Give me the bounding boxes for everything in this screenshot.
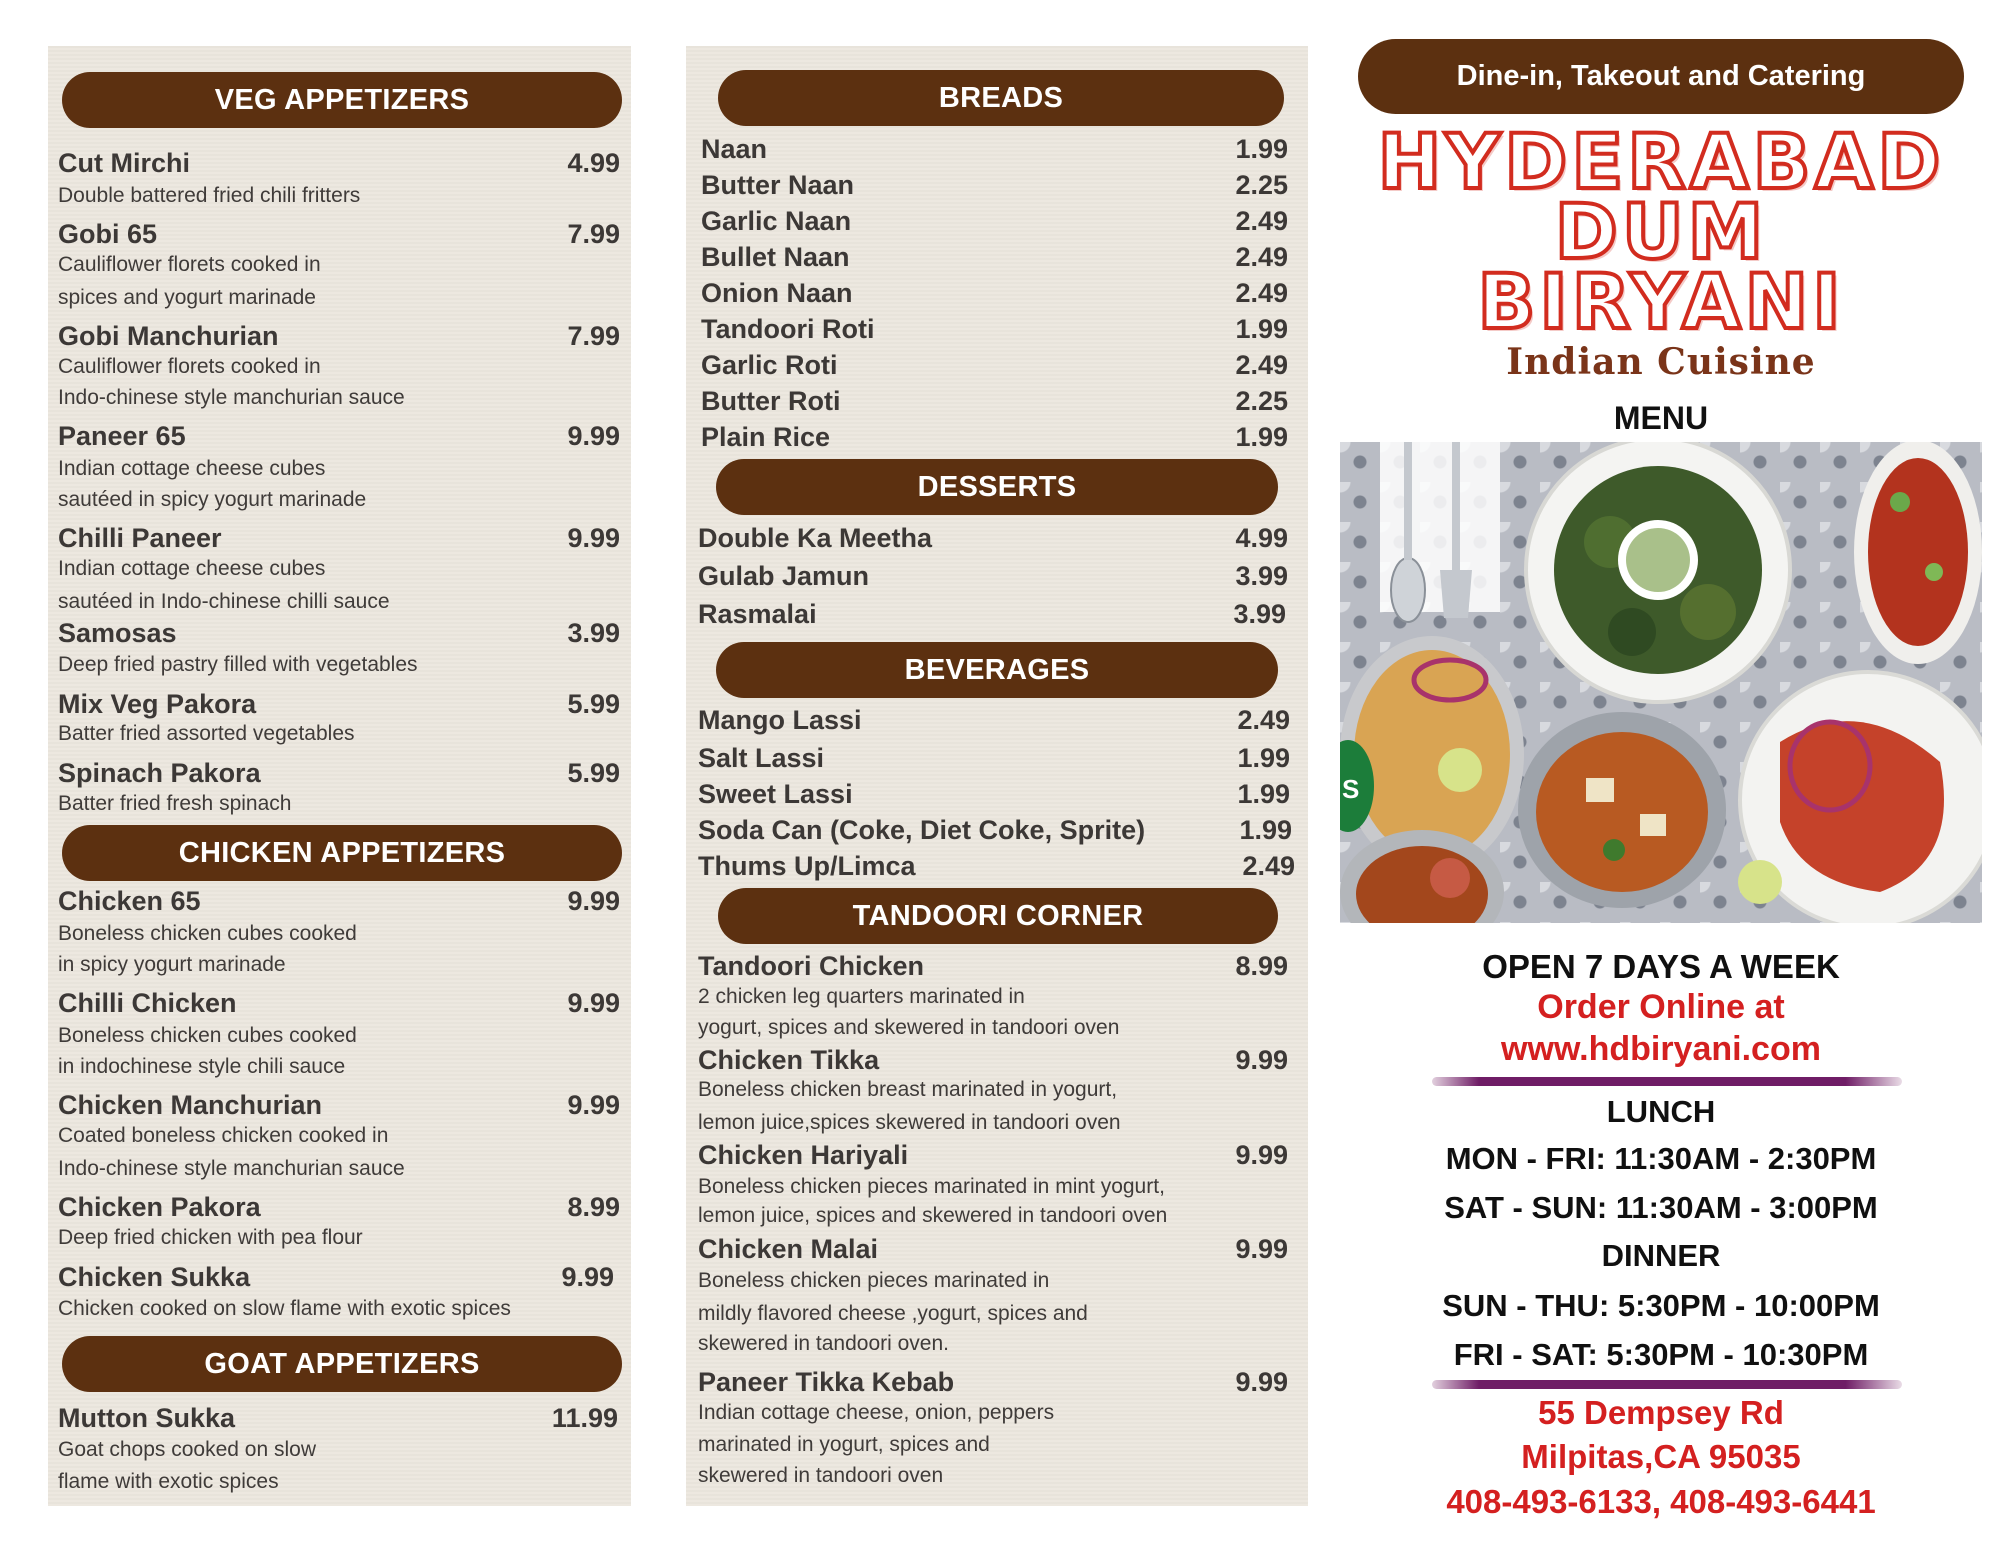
item-name: Cut Mirchi (58, 148, 190, 178)
item-desc: lemon juice,spices skewered in tandoori oven (698, 1111, 1121, 1134)
item-name: Bullet Naan (701, 242, 850, 272)
garnish (1925, 563, 1943, 581)
restaurant-name-line1: HYDERABAD (1377, 117, 1945, 206)
item-name: Tandoori Roti (701, 314, 875, 344)
item-price: 1.99 (1237, 743, 1290, 773)
item-desc: Indo-chinese style manchurian sauce (58, 1157, 405, 1180)
item-price: 11.99 (551, 1403, 618, 1433)
item-desc: Batter fried assorted vegetables (58, 722, 355, 745)
item-desc: yogurt, spices and skewered in tandoori oven (698, 1016, 1120, 1039)
garnish (1890, 492, 1910, 512)
lunch-hours-weekday: MON - FRI: 11:30AM - 2:30PM (1445, 1141, 1877, 1176)
can-text: S (1342, 774, 1360, 804)
paneer-curry (1536, 732, 1708, 892)
item-name: Thums Up/Limca (698, 851, 916, 881)
section-header-tandoori-corner: TANDOORI CORNER (718, 888, 1278, 944)
item-name: Garlic Naan (701, 206, 852, 236)
item-price: 9.99 (1235, 1367, 1288, 1397)
item-desc: mildly flavored cheese ,yogurt, spices and (698, 1302, 1088, 1325)
item-price: 1.99 (1235, 422, 1288, 452)
item-name: Double Ka Meetha (698, 523, 933, 553)
item-name: Mango Lassi (698, 705, 862, 735)
food-illustration (1340, 442, 1982, 923)
restaurant-name-line3: BIRYANI (1477, 257, 1845, 346)
item-name: Gobi 65 (58, 219, 158, 249)
item-desc: skewered in tandoori oven. (698, 1332, 949, 1355)
item-price: 9.99 (1235, 1234, 1288, 1264)
item-price: 7.99 (567, 321, 620, 351)
cuisine-subtitle: Indian Cuisine (1506, 341, 1816, 383)
lime-slice (1438, 748, 1482, 792)
dinner-hours-1: SUN - THU: 5:30PM - 10:00PM (1442, 1288, 1880, 1323)
item-name: Chilli Paneer (58, 523, 222, 553)
item-desc: Boneless chicken cubes cooked (58, 922, 357, 945)
section-header-breads: BREADS (718, 70, 1284, 126)
item-name: Garlic Roti (701, 350, 838, 380)
pepper (1603, 839, 1625, 861)
item-name: Chilli Chicken (58, 988, 237, 1018)
lime-slice (1738, 860, 1782, 904)
item-price: 5.99 (567, 758, 620, 788)
item-price: 9.99 (561, 1262, 614, 1292)
item-desc: Indian cottage cheese, onion, peppers (698, 1401, 1055, 1424)
tomato-slice (1430, 858, 1470, 898)
kebab-piece (1680, 584, 1736, 640)
item-name: Gulab Jamun (698, 561, 870, 591)
phone-numbers[interactable]: 408-493-6133, 408-493-6441 (1446, 1483, 1876, 1520)
item-name: Sweet Lassi (698, 779, 853, 809)
item-name: Chicken Pakora (58, 1192, 261, 1222)
item-desc: Batter fried fresh spinach (58, 792, 292, 815)
mint-chutney (1626, 528, 1690, 592)
item-name: Chicken Manchurian (58, 1090, 323, 1120)
item-price: 1.99 (1239, 815, 1292, 845)
item-desc: Deep fried chicken with pea flour (58, 1226, 363, 1249)
item-name: Onion Naan (701, 278, 853, 308)
item-price: 4.99 (567, 148, 620, 178)
item-desc: flame with exotic spices (58, 1470, 279, 1493)
spoon-icon (1391, 558, 1425, 622)
item-desc: Boneless chicken breast marinated in yogurt, (698, 1078, 1118, 1101)
item-name: Rasmalai (698, 599, 817, 629)
item-price: 7.99 (567, 219, 620, 249)
item-desc: Cauliflower florets cooked in (58, 355, 321, 378)
item-desc: in spicy yogurt marinade (58, 953, 286, 976)
address-line1: 55 Dempsey Rd (1538, 1394, 1784, 1431)
item-price: 9.99 (567, 988, 620, 1018)
section-header-beverages: BEVERAGES (716, 642, 1278, 698)
address-line2: Milpitas,CA 95035 (1521, 1438, 1801, 1475)
kebab-piece (1608, 608, 1656, 656)
section-header-desserts: DESSERTS (716, 459, 1278, 515)
item-price: 3.99 (567, 618, 620, 648)
open-days: OPEN 7 DAYS A WEEK (1482, 948, 1840, 985)
item-price: 3.99 (1233, 599, 1286, 629)
item-desc: sautéed in spicy yogurt marinade (58, 488, 367, 511)
section-header-goat-appetizers: GOAT APPETIZERS (62, 1336, 622, 1392)
fork-icon (1452, 442, 1460, 570)
item-desc: lemon juice, spices and skewered in tandoori oven (698, 1204, 1168, 1227)
tagline-banner: Dine-in, Takeout and Catering (1358, 39, 1964, 114)
item-desc: Indian cottage cheese cubes (58, 557, 326, 580)
item-price: 9.99 (1235, 1140, 1288, 1170)
item-desc: Boneless chicken cubes cooked (58, 1024, 357, 1047)
item-name: Soda Can (Coke, Diet Coke, Sprite) (698, 815, 1146, 845)
item-price: 1.99 (1235, 134, 1288, 164)
item-desc: spices and yogurt marinade (58, 286, 316, 309)
dinner-hours-2: FRI - SAT: 5:30PM - 10:30PM (1453, 1337, 1869, 1372)
fork-head (1440, 570, 1472, 618)
item-price: 2.49 (1235, 350, 1288, 380)
item-price: 3.99 (1235, 561, 1288, 591)
item-price: 4.99 (1235, 523, 1288, 553)
item-desc: Boneless chicken pieces marinated in mint yogurt, (698, 1175, 1165, 1198)
item-price: 2.49 (1235, 242, 1288, 272)
item-name: Paneer Tikka Kebab (698, 1367, 955, 1397)
item-desc: marinated in yogurt, spices and (698, 1433, 990, 1456)
item-price: 1.99 (1235, 314, 1288, 344)
item-name: Plain Rice (701, 422, 831, 452)
item-price: 8.99 (567, 1192, 620, 1222)
item-desc: Deep fried pastry filled with vegetables (58, 653, 418, 676)
item-desc: in indochinese style chili sauce (58, 1055, 346, 1078)
item-desc: Goat chops cooked on slow (58, 1438, 316, 1461)
item-name: Naan (701, 134, 768, 164)
item-name: Gobi Manchurian (58, 321, 279, 351)
paneer-cube (1586, 778, 1614, 802)
item-name: Paneer 65 (58, 421, 186, 451)
item-name: Samosas (58, 618, 177, 648)
item-price: 2.49 (1235, 206, 1288, 236)
item-desc: Indian cottage cheese cubes (58, 457, 326, 480)
item-desc: skewered in tandoori oven (698, 1464, 944, 1487)
item-name: Spinach Pakora (58, 758, 261, 788)
item-desc: Double battered fried chili fritters (58, 184, 361, 207)
divider-brush (1432, 1380, 1902, 1389)
item-price: 5.99 (567, 689, 620, 719)
chilli-chicken (1868, 458, 1968, 646)
dinner-label: DINNER (1601, 1238, 1721, 1273)
item-name: Butter Naan (701, 170, 855, 200)
item-price: 9.99 (1235, 1045, 1288, 1075)
item-price: 9.99 (567, 523, 620, 553)
item-price: 2.49 (1235, 278, 1288, 308)
order-online-label: Order Online at (1537, 988, 1785, 1026)
item-name: Tandoori Chicken (698, 951, 925, 981)
item-price: 9.99 (567, 886, 620, 916)
website-link[interactable]: www.hdbiryani.com (1501, 1030, 1821, 1068)
item-price: 8.99 (1235, 951, 1288, 981)
item-price: 9.99 (567, 421, 620, 451)
item-name: Mix Veg Pakora (58, 689, 257, 719)
item-price: 2.25 (1235, 170, 1288, 200)
divider-brush (1432, 1077, 1902, 1086)
lunch-label: LUNCH (1606, 1094, 1716, 1129)
item-price: 2.49 (1242, 851, 1295, 881)
item-name: Chicken Sukka (58, 1262, 251, 1292)
section-header-chicken-appetizers: CHICKEN APPETIZERS (62, 825, 622, 881)
spoon-handle (1404, 442, 1412, 560)
item-price: 2.49 (1237, 705, 1290, 735)
item-price: 9.99 (567, 1090, 620, 1120)
item-desc: Coated boneless chicken cooked in (58, 1124, 389, 1147)
section-header-veg-appetizers: VEG APPETIZERS (62, 72, 622, 128)
item-name: Chicken Tikka (698, 1045, 880, 1075)
menu-label: MENU (1613, 400, 1709, 436)
item-name: Chicken 65 (58, 886, 201, 916)
item-name: Chicken Malai (698, 1234, 879, 1264)
item-desc: sautéed in Indo-chinese chilli sauce (58, 590, 390, 613)
restaurant-name-line2: DUM (1554, 187, 1768, 276)
item-name: Chicken Hariyali (698, 1140, 909, 1170)
paneer-cube (1640, 814, 1666, 836)
item-desc: 2 chicken leg quarters marinated in (698, 985, 1025, 1008)
item-desc: Cauliflower florets cooked in (58, 253, 321, 276)
item-desc: Indo-chinese style manchurian sauce (58, 386, 405, 409)
item-desc: Boneless chicken pieces marinated in (698, 1269, 1050, 1292)
item-desc: Chicken cooked on slow flame with exotic spices (58, 1297, 511, 1320)
item-name: Butter Roti (701, 386, 841, 416)
item-price: 1.99 (1237, 779, 1290, 809)
item-price: 2.25 (1235, 386, 1288, 416)
lunch-hours-weekend: SAT - SUN: 11:30AM - 3:00PM (1444, 1190, 1878, 1225)
item-name: Mutton Sukka (58, 1403, 236, 1433)
item-name: Salt Lassi (698, 743, 825, 773)
food-photo (1340, 442, 1982, 923)
